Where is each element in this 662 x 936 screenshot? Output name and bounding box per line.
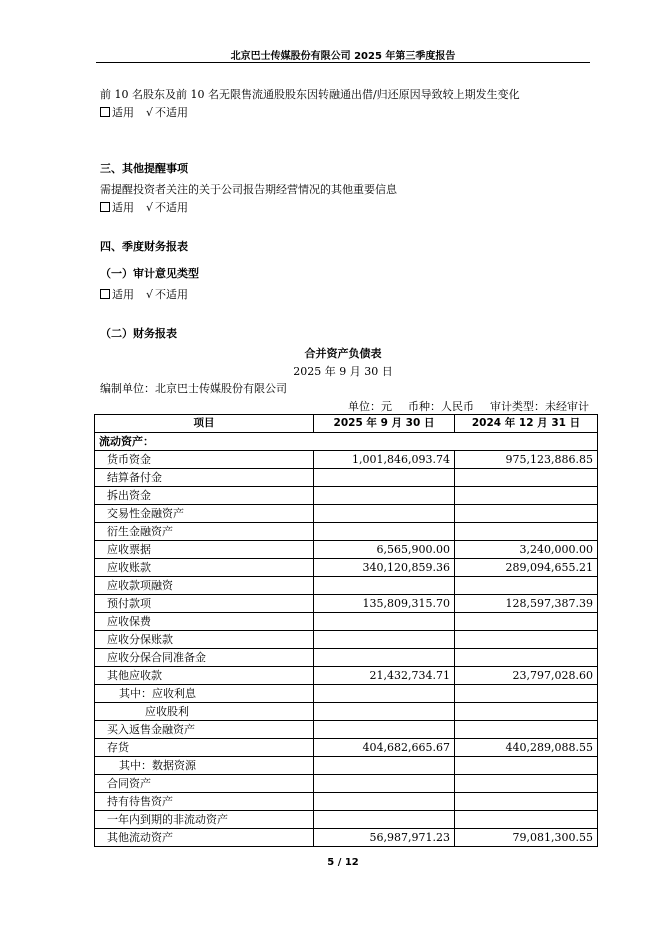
row-item: 合同资产	[95, 775, 314, 793]
row-current-value: 21,432,734.71	[314, 667, 455, 685]
row-current-value	[314, 775, 455, 793]
row-prior-value	[455, 631, 598, 649]
row-current-value	[314, 523, 455, 541]
row-item: 应收账款	[95, 559, 314, 577]
row-item: 持有待售资产	[95, 793, 314, 811]
row-prior-value	[455, 523, 598, 541]
row-item: 其他应收款	[95, 667, 314, 685]
row-item: 其中：数据资源	[95, 757, 314, 775]
row-current-value	[314, 793, 455, 811]
section-label: 流动资产：	[95, 433, 598, 451]
row-current-value: 56,987,971.23	[314, 829, 455, 847]
header-current: 2025 年 9 月 30 日	[314, 415, 455, 433]
table-row	[95, 649, 598, 667]
row-prior-value	[455, 793, 598, 811]
row-prior-value	[455, 721, 598, 739]
row-item: 其中：应收利息	[95, 685, 314, 703]
row-item: 买入返售金融资产	[95, 721, 314, 739]
row-item: 应收款项融资	[95, 577, 314, 595]
intro-line: 前 10 名股东及前 10 名无限售流通股股东因转融通出借/归还原因导致较上期发生变化	[100, 88, 520, 101]
intro-options	[100, 104, 188, 120]
row-prior-value	[455, 505, 598, 523]
table-row	[95, 703, 598, 721]
table-row	[95, 757, 598, 775]
section4-sub2: （二）财务报表	[100, 327, 177, 340]
section-row	[95, 433, 598, 451]
row-item: 存货	[95, 739, 314, 757]
table-row	[95, 829, 598, 847]
section4-sub1: （一）审计意见类型	[100, 267, 199, 280]
row-item: 拆出资金	[95, 487, 314, 505]
row-prior-value: 3,240,000.00	[455, 541, 598, 559]
check-mark: √	[146, 201, 154, 214]
currency-label: 币种：人民币	[408, 400, 474, 413]
table-row	[95, 541, 598, 559]
row-item: 预付款项	[95, 595, 314, 613]
header-item: 项目	[95, 415, 314, 433]
row-current-value	[314, 469, 455, 487]
checkbox-applicable	[100, 107, 110, 117]
row-item: 应收分保合同准备金	[95, 649, 314, 667]
row-prior-value: 975,123,886.85	[455, 451, 598, 469]
row-prior-value	[455, 775, 598, 793]
label-not-applicable: 不适用	[155, 288, 189, 301]
section3-options	[100, 199, 188, 215]
row-prior-value	[455, 487, 598, 505]
row-prior-value: 289,094,655.21	[455, 559, 598, 577]
row-current-value	[314, 757, 455, 775]
row-current-value: 135,809,315.70	[314, 595, 455, 613]
label-not-applicable: 不适用	[155, 201, 189, 214]
table-row	[95, 793, 598, 811]
check-mark: √	[146, 106, 154, 119]
checkbox-applicable	[100, 202, 110, 212]
row-item: 货币资金	[95, 451, 314, 469]
row-item: 应收保费	[95, 613, 314, 631]
header-divider	[96, 62, 590, 63]
row-item: 一年内到期的非流动资产	[95, 811, 314, 829]
table-row	[95, 451, 598, 469]
statement-title: 合并资产负债表	[304, 347, 382, 360]
row-item: 其他流动资产	[95, 829, 314, 847]
row-prior-value	[455, 577, 598, 595]
row-item: 交易性金融资产	[95, 505, 314, 523]
statement-preparer: 编制单位：北京巴士传媒股份有限公司	[100, 382, 287, 395]
row-current-value: 1,001,846,093.74	[314, 451, 455, 469]
row-prior-value	[455, 757, 598, 775]
row-current-value: 340,120,859.36	[314, 559, 455, 577]
row-current-value	[314, 811, 455, 829]
row-current-value	[314, 613, 455, 631]
statement-date: 2025 年 9 月 30 日	[293, 365, 393, 378]
row-current-value: 404,682,665.67	[314, 739, 455, 757]
row-item: 应收分保账款	[95, 631, 314, 649]
unit-label: 单位：元	[348, 400, 392, 413]
table-row	[95, 559, 598, 577]
page-number: 5 / 12	[327, 857, 359, 868]
row-prior-value	[455, 469, 598, 487]
header-prior: 2024 年 12 月 31 日	[455, 415, 598, 433]
table-row	[95, 595, 598, 613]
row-current-value	[314, 703, 455, 721]
label-not-applicable: 不适用	[155, 106, 189, 119]
checkbox-applicable	[100, 289, 110, 299]
row-item: 应收票据	[95, 541, 314, 559]
table-row	[95, 523, 598, 541]
row-current-value	[314, 505, 455, 523]
table-row	[95, 631, 598, 649]
row-item: 结算备付金	[95, 469, 314, 487]
row-current-value: 6,565,900.00	[314, 541, 455, 559]
table-header-row	[95, 415, 598, 433]
row-prior-value	[455, 685, 598, 703]
label-applicable: 适用	[112, 288, 134, 301]
statement-unit-line	[332, 398, 589, 414]
table-row	[95, 577, 598, 595]
audit-label: 审计类型：未经审计	[490, 400, 589, 413]
table-row	[95, 613, 598, 631]
row-prior-value	[455, 811, 598, 829]
row-current-value	[314, 487, 455, 505]
section4-title: 四、季度财务报表	[100, 240, 188, 253]
table-row	[95, 775, 598, 793]
label-applicable: 适用	[112, 201, 134, 214]
table-row	[95, 721, 598, 739]
row-prior-value: 23,797,028.60	[455, 667, 598, 685]
row-current-value	[314, 649, 455, 667]
row-item: 应收股利	[95, 703, 314, 721]
report-header-title: 北京巴士传媒股份有限公司 2025 年第三季度报告	[230, 51, 456, 62]
balance-sheet-table	[94, 414, 598, 847]
row-prior-value	[455, 613, 598, 631]
table-row	[95, 505, 598, 523]
table-row	[95, 739, 598, 757]
row-prior-value: 79,081,300.55	[455, 829, 598, 847]
row-prior-value: 128,597,387.39	[455, 595, 598, 613]
row-current-value	[314, 721, 455, 739]
section3-title: 三、其他提醒事项	[100, 162, 188, 175]
check-mark: √	[146, 288, 154, 301]
table-row	[95, 685, 598, 703]
table-row	[95, 811, 598, 829]
row-current-value	[314, 577, 455, 595]
table-row	[95, 469, 598, 487]
row-current-value	[314, 631, 455, 649]
label-applicable: 适用	[112, 106, 134, 119]
row-prior-value	[455, 649, 598, 667]
table-row	[95, 667, 598, 685]
row-prior-value: 440,289,088.55	[455, 739, 598, 757]
row-current-value	[314, 685, 455, 703]
table-row	[95, 487, 598, 505]
section3-desc: 需提醒投资者关注的关于公司报告期经营情况的其他重要信息	[100, 183, 397, 196]
row-item: 衍生金融资产	[95, 523, 314, 541]
sub1-options	[100, 286, 188, 302]
row-prior-value	[455, 703, 598, 721]
